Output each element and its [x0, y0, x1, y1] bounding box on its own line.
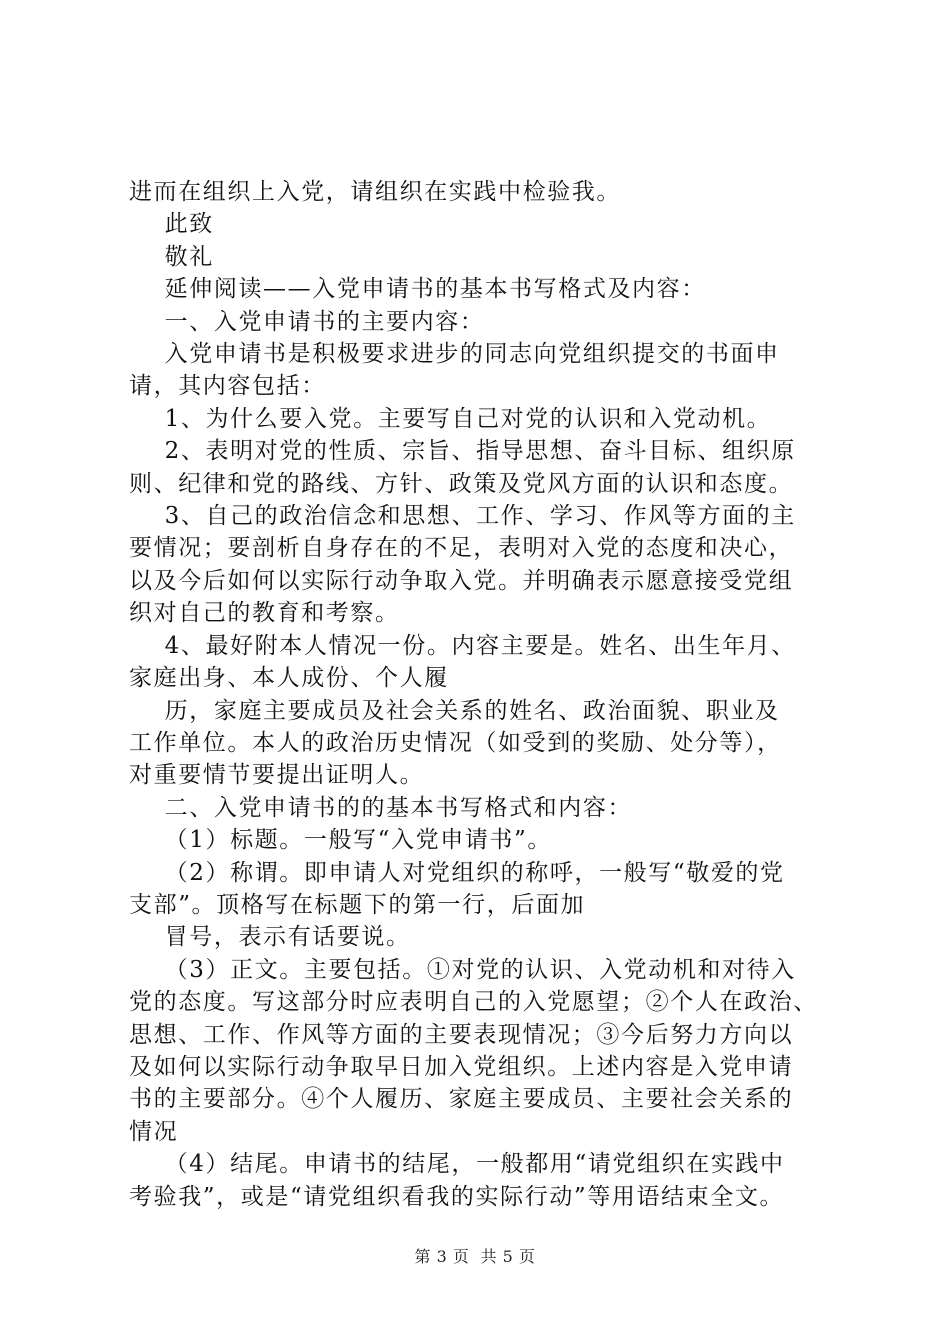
text-line: 家庭出身、本人成份、个人履 — [129, 665, 449, 692]
section-heading: 二、入党申请书的的基本书写格式和内容： — [129, 794, 633, 821]
text-line: 要情况；要剖析自身存在的不足，表明对入党的态度和决心， — [129, 535, 794, 562]
text-line: 2、表明对党的性质、宗旨、指导思想、奋斗目标、组织原 — [129, 438, 796, 465]
text-line: 入党申请书是积极要求进步的同志向党组织提交的书面申 — [129, 341, 780, 368]
text-line: 织对自己的教育和考察。 — [129, 600, 400, 627]
text-line: 1、为什么要入党。主要写自己对党的认识和入党动机。 — [129, 405, 772, 432]
text-line: （4）结尾。申请书的结尾，一般都用“请党组织在实践中 — [129, 1151, 785, 1178]
document-body — [129, 176, 839, 1213]
text-line: 请，其内容包括： — [129, 373, 326, 400]
text-line: 及如何以实际行动争取早日加入党组织。上述内容是入党申请 — [129, 1053, 794, 1080]
text-line: （1）标题。一般写“入党申请书”。 — [129, 827, 552, 854]
text-line: （3）正文。主要包括。①对党的认识、入党动机和对待入 — [129, 956, 796, 983]
text-line: 工作单位。本人的政治历史情况（如受到的奖励、处分等）， — [129, 729, 782, 756]
text-line: 3、自己的政治信念和思想、工作、学习、作风等方面的主 — [129, 503, 796, 530]
text-line: 考验我”，或是“请党组织看我的实际行动”等用语结束全文。 — [129, 1183, 785, 1210]
text-line: 4、最好附本人情况一份。内容主要是。姓名、出生年月、 — [129, 632, 796, 659]
text-line: （2）称谓。即申请人对党组织的称呼，一般写“敬爱的党 — [129, 859, 785, 886]
text-line: 则、纪律和党的路线、方针、政策及党风方面的认识和态度。 — [129, 470, 794, 497]
text-line: 以及今后如何以实际行动争取入党。并明确表示愿意接受党组 — [129, 567, 794, 594]
text-line: 情况 — [129, 1118, 179, 1145]
text-line: 历，家庭主要成员及社会关系的姓名、政治面貌、职业及 — [129, 697, 780, 724]
page-number-footer: 第 3 页 共 5 页 — [414, 1247, 536, 1266]
text-line: 支部”。顶格写在标题下的第一行，后面加 — [129, 891, 586, 918]
section-heading: 一、入党申请书的主要内容： — [129, 308, 485, 335]
text-line: 敬礼 — [129, 243, 214, 270]
text-line: 此致 — [129, 211, 214, 238]
text-line: 党的态度。写这部分时应表明自己的入党愿望；②个人在政治、 — [129, 989, 818, 1016]
text-line: 思想、工作、作风等方面的主要表现情况；③今后努力方向以 — [129, 1021, 794, 1048]
text-line: 进而在组织上入党，请组织在实践中检验我。 — [129, 179, 621, 205]
text-line: 对重要情节要提出证明人。 — [129, 762, 425, 789]
text-line: 延伸阅读——入党申请书的基本书写格式及内容： — [129, 276, 706, 303]
text-line: 冒号，表示有话要说。 — [129, 924, 411, 951]
text-line: 书的主要部分。④个人履历、家庭主要成员、主要社会关系的 — [129, 1086, 794, 1113]
